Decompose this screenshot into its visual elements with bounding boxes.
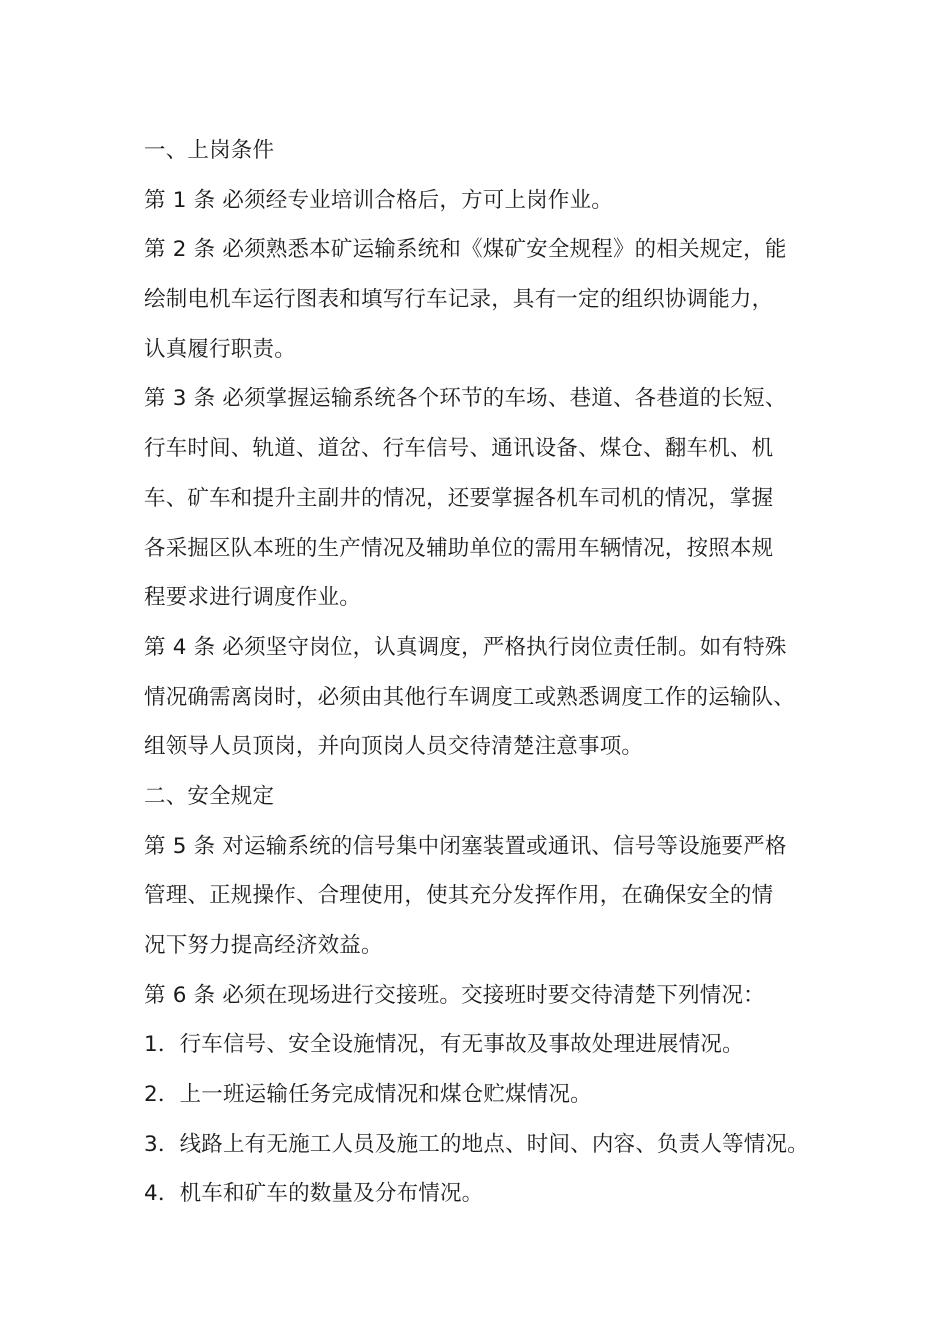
document-body [144,126,834,1219]
article-line: 况下努力提高经济效益。 [144,933,383,958]
article-line: 行车时间、轨道、道岔、行车信号、通讯设备、煤仓、翻车机、机 [144,436,774,462]
article-line: 组领导人员顶岗，并向顶岗人员交待清楚注意事项。 [144,734,644,760]
article-line: 第 5 条 对运输系统的信号集中闭塞装置或通讯、信号等设施要严格 [144,833,787,859]
list-item: 2．上一班运输任务完成情况和煤仓贮煤情况。 [144,1082,592,1108]
article-line: 第 2 条 必须熟悉本矿运输系统和《煤矿安全规程》的相关规定，能 [144,237,787,263]
list-item: 4．机车和矿车的数量及分布情况。 [144,1181,484,1207]
article-line: 车、矿车和提升主副井的情况，还要掌握各机车司机的情况，掌握 [144,485,774,511]
list-item: 1．行车信号、安全设施情况，有无事故及事故处理进展情况。 [144,1032,744,1058]
article-line: 绘制电机车运行图表和填写行车记录，具有一定的组织协调能力， [144,287,774,313]
article-line: 各采掘区队本班的生产情况及辅助单位的需用车辆情况，按照本规 [144,535,774,561]
article-line: 第 6 条 必须在现场进行交接班。交接班时要交待清楚下列情况： [144,982,765,1008]
article-line: 情况确需离岗时，必须由其他行车调度工或熟悉调度工作的运输队、 [144,684,796,710]
section-heading: 一、上岗条件 [144,138,275,163]
article-line: 认真履行职责。 [144,336,296,362]
article-line: 第 4 条 必须坚守岗位，认真调度，严格执行岗位责任制。如有特殊 [144,634,787,660]
article-line: 第 3 条 必须掌握运输系统各个环节的车场、巷道、各巷道的长短、 [144,386,787,412]
section-heading: 二、安全规定 [144,783,275,809]
article-line: 程要求进行调度作业。 [144,585,362,611]
list-item: 3．线路上有无施工人员及施工的地点、时间、内容、负责人等情况。 [144,1131,809,1157]
article-line: 管理、正规操作、合理使用，使其充分发挥作用，在确保安全的情 [144,883,774,909]
article-line: 第 1 条 必须经专业培训合格后，方可上岗作业。 [144,187,613,213]
